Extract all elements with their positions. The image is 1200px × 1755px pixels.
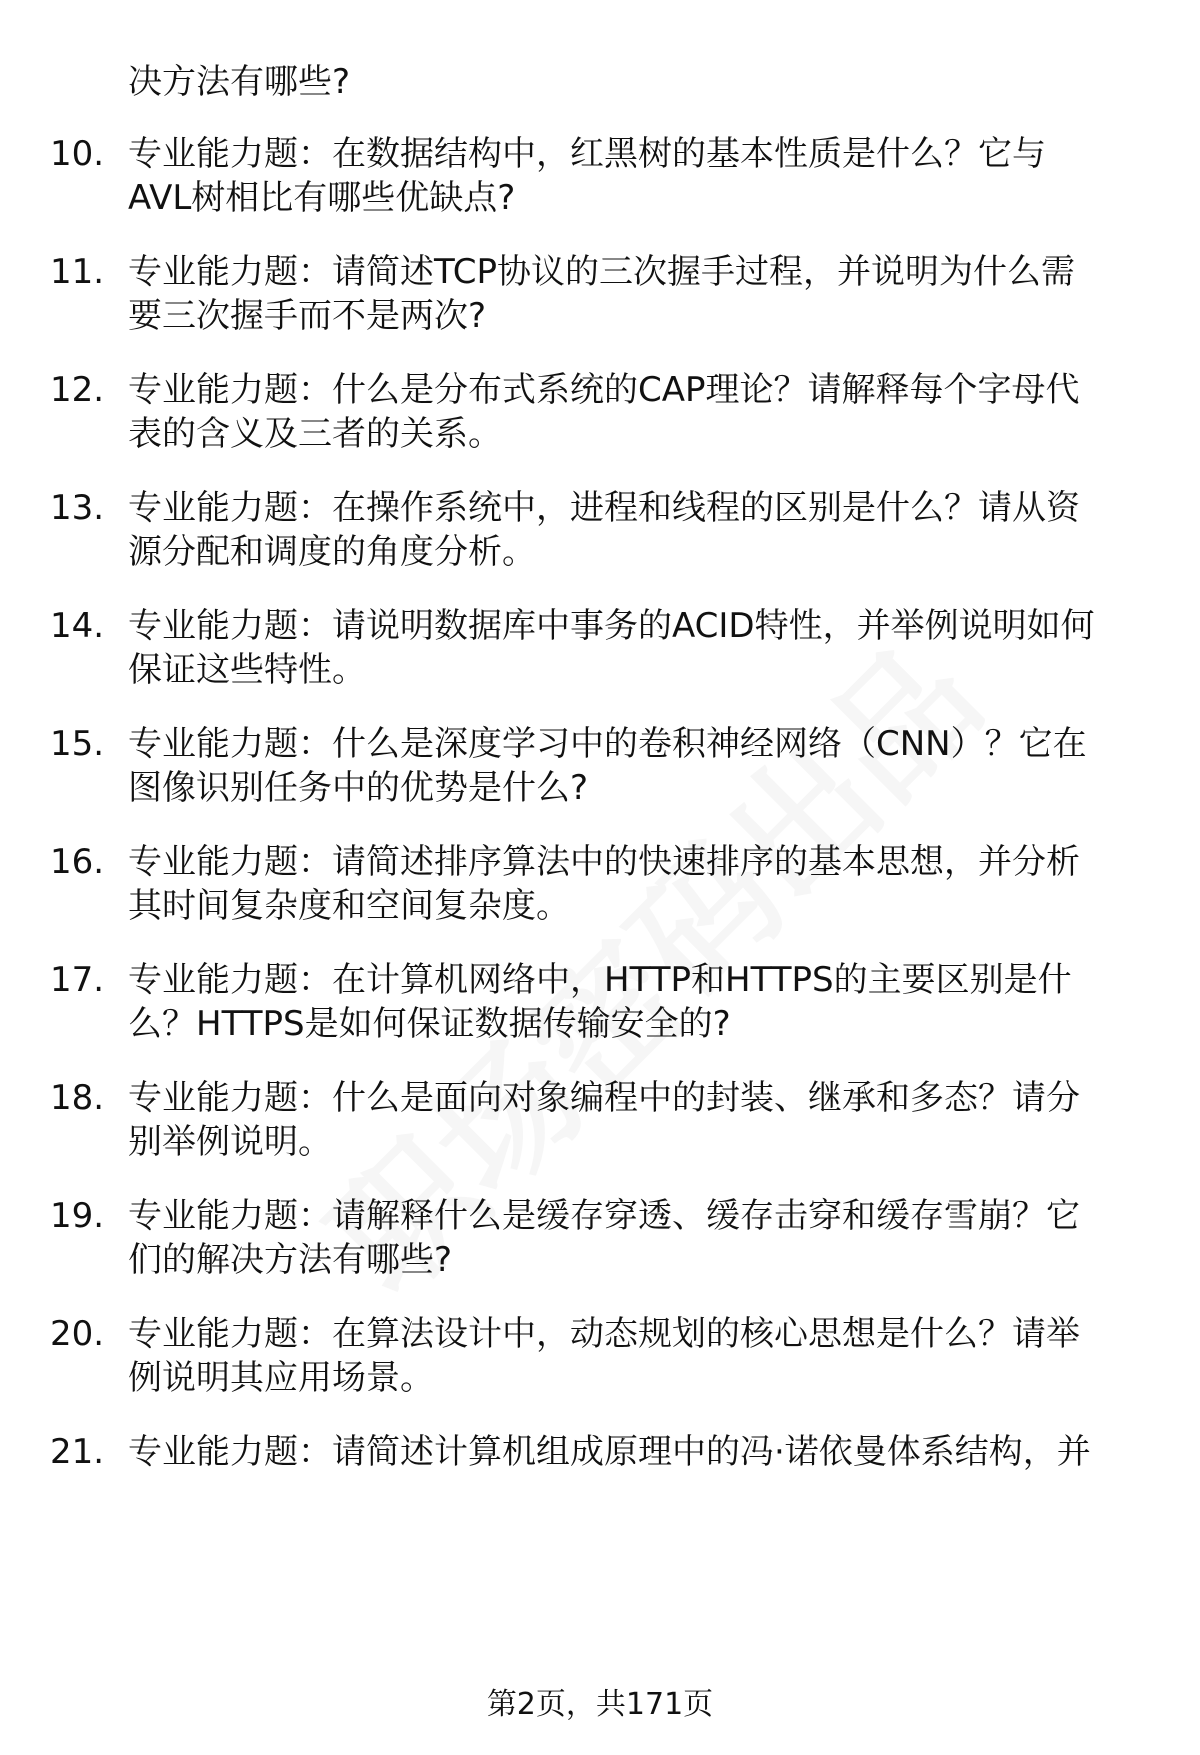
question-text-line: 们的解决方法有哪些? — [128, 1240, 453, 1280]
question-number: 21. — [50, 1432, 105, 1472]
question-text-line: 图像识别任务中的优势是什么? — [128, 768, 589, 808]
question-text-line: 专业能力题：什么是分布式系统的CAP理论？请解释每个字母代 — [128, 370, 1080, 410]
question-text-line: 专业能力题：在算法设计中，动态规划的核心思想是什么？请举 — [128, 1314, 1080, 1354]
question-text-line: 表的含义及三者的关系。 — [128, 414, 502, 454]
question-text-line: 专业能力题：请简述计算机组成原理中的冯·诺依曼体系结构，并 — [128, 1432, 1091, 1472]
question-text-line: 源分配和调度的角度分析。 — [128, 532, 536, 572]
question-text-line: 专业能力题：请说明数据库中事务的ACID特性，并举例说明如何 — [128, 606, 1095, 646]
question-number: 10. — [50, 134, 105, 174]
page-footer: 第2页，共171页 — [486, 1687, 714, 1722]
question-text-line: 专业能力题：在操作系统中，进程和线程的区别是什么？请从资 — [128, 488, 1080, 528]
question-text-line: 保证这些特性。 — [128, 650, 366, 690]
question-text-line: 专业能力题：请解释什么是缓存穿透、缓存击穿和缓存雪崩？它 — [128, 1196, 1080, 1236]
question-text-line: 专业能力题：请简述排序算法中的快速排序的基本思想，并分析 — [128, 842, 1080, 882]
question-text-line: 其时间复杂度和空间复杂度。 — [128, 886, 570, 926]
question-text-line: 要三次握手而不是两次? — [128, 296, 487, 336]
question-number: 11. — [50, 252, 105, 292]
question-text-line: 专业能力题：什么是深度学习中的卷积神经网络（CNN）？它在 — [128, 724, 1087, 764]
question-number: 14. — [50, 606, 105, 646]
question-text-line: 专业能力题：请简述TCP协议的三次握手过程，并说明为什么需 — [128, 252, 1076, 292]
question-number: 16. — [50, 842, 105, 882]
question-text-line: 别举例说明。 — [128, 1122, 332, 1162]
question-text-line: 决方法有哪些? — [128, 62, 351, 102]
question-text-line: 专业能力题：在数据结构中，红黑树的基本性质是什么？它与 — [128, 134, 1046, 174]
question-text-line: 专业能力题：在计算机网络中，HTTP和HTTPS的主要区别是什 — [128, 960, 1072, 1000]
question-number: 18. — [50, 1078, 105, 1118]
question-number: 15. — [50, 724, 105, 764]
question-text-line: 么？HTTPS是如何保证数据传输安全的? — [128, 1004, 731, 1044]
question-number: 13. — [50, 488, 105, 528]
question-number: 19. — [50, 1196, 105, 1236]
question-number: 20. — [50, 1314, 105, 1354]
question-number: 17. — [50, 960, 105, 1000]
question-text-line: 专业能力题：什么是面向对象编程中的封装、继承和多态？请分 — [128, 1078, 1080, 1118]
question-text-line: 例说明其应用场景。 — [128, 1358, 434, 1398]
question-number: 12. — [50, 370, 105, 410]
question-text-line: AVL树相比有哪些优缺点? — [128, 178, 516, 218]
